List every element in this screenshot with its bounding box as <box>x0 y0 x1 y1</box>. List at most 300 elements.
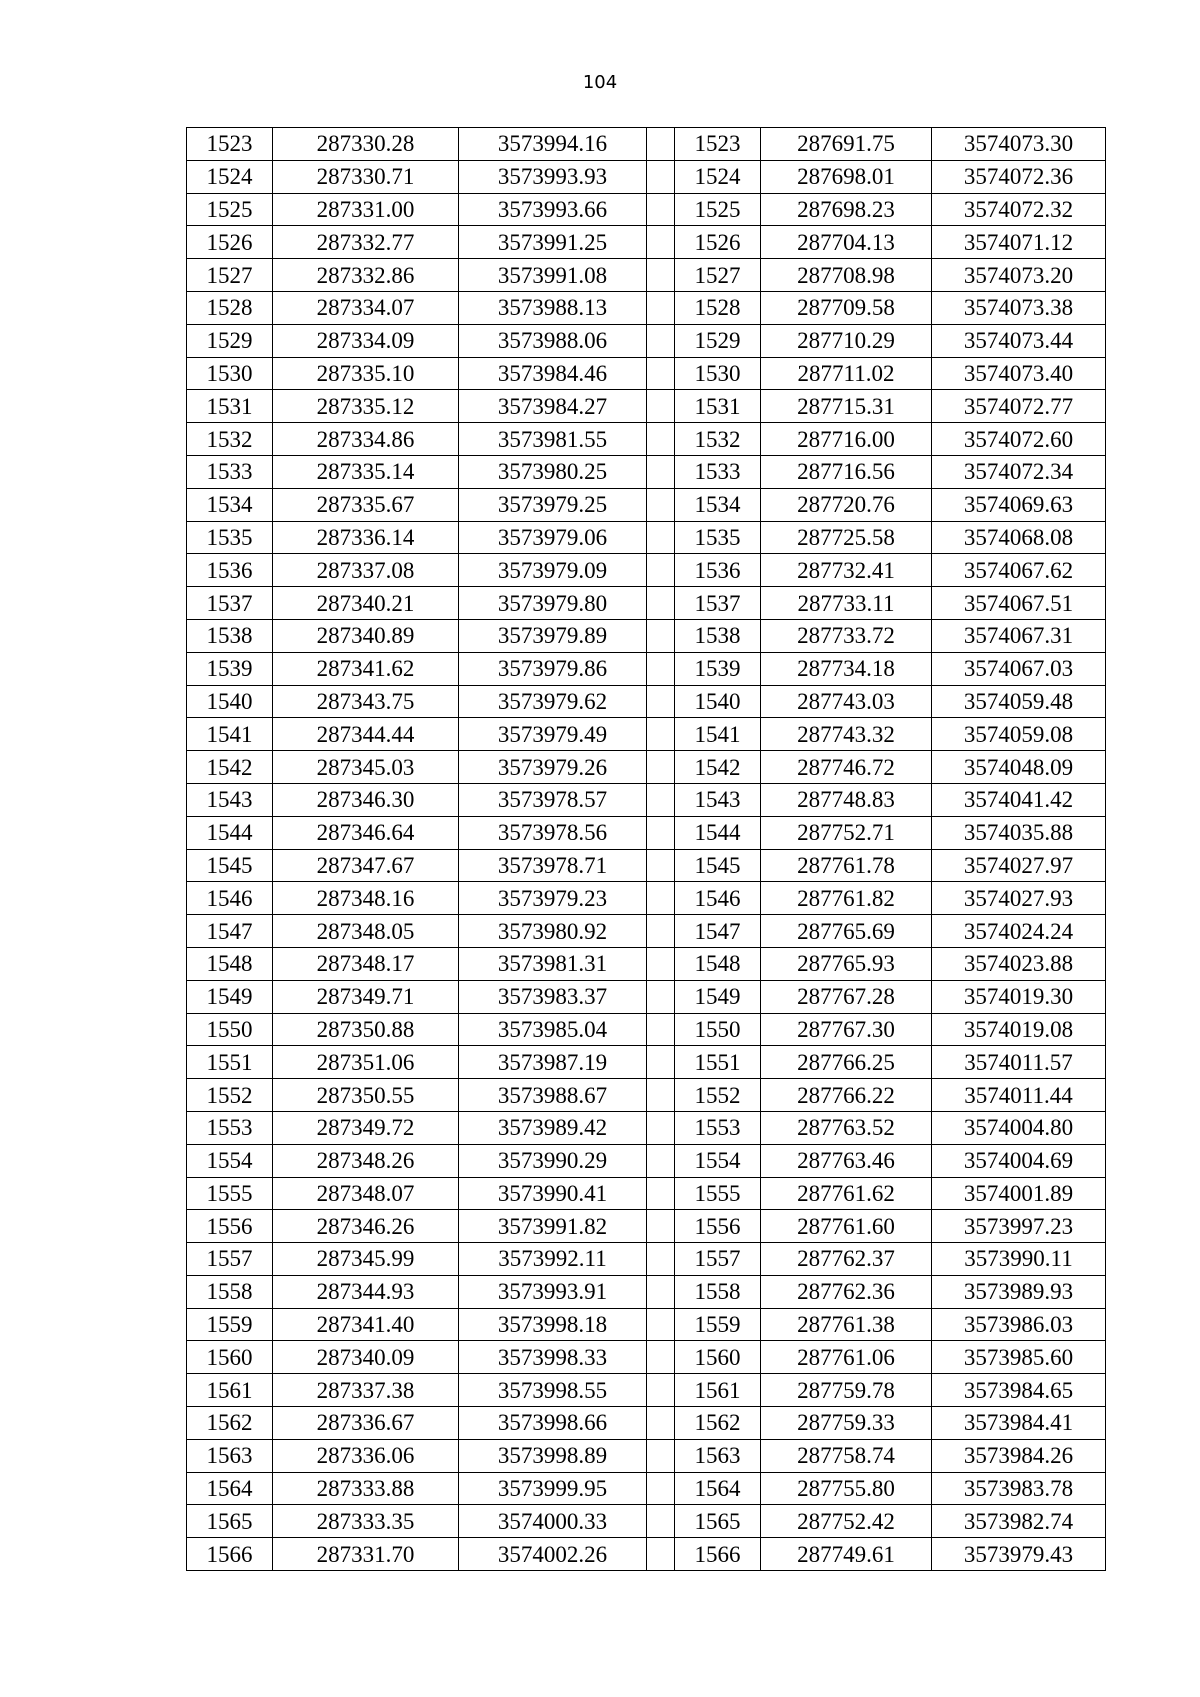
x-coordinate-cell: 287332.77 <box>273 226 459 259</box>
y-coordinate-cell: 3573998.18 <box>459 1308 647 1341</box>
x-coordinate-cell: 287335.10 <box>273 357 459 390</box>
point-id-cell: 1537 <box>675 587 761 620</box>
x-coordinate-cell: 287763.46 <box>761 1144 932 1177</box>
point-id-cell: 1545 <box>187 849 273 882</box>
separator-cell <box>647 882 675 915</box>
separator-cell <box>647 849 675 882</box>
x-coordinate-cell: 287765.69 <box>761 915 932 948</box>
separator-cell <box>647 193 675 226</box>
table-row <box>187 1341 1106 1374</box>
x-coordinate-cell: 287767.28 <box>761 980 932 1013</box>
separator-cell <box>647 357 675 390</box>
table-row <box>187 226 1106 259</box>
y-coordinate-cell: 3573979.49 <box>459 718 647 751</box>
x-coordinate-cell: 287761.60 <box>761 1210 932 1243</box>
x-coordinate-cell: 287335.12 <box>273 390 459 423</box>
separator-cell <box>647 291 675 324</box>
x-coordinate-cell: 287759.78 <box>761 1374 932 1407</box>
separator-cell <box>647 521 675 554</box>
x-coordinate-cell: 287330.71 <box>273 160 459 193</box>
separator-cell <box>647 1243 675 1276</box>
y-coordinate-cell: 3573979.62 <box>459 685 647 718</box>
table-row <box>187 685 1106 718</box>
y-coordinate-cell: 3573992.11 <box>459 1243 647 1276</box>
y-coordinate-cell: 3573979.09 <box>459 554 647 587</box>
separator-cell <box>647 128 675 161</box>
y-coordinate-cell: 3573979.25 <box>459 488 647 521</box>
point-id-cell: 1549 <box>675 980 761 1013</box>
separator-cell <box>647 587 675 620</box>
point-id-cell: 1527 <box>675 259 761 292</box>
separator-cell <box>647 685 675 718</box>
x-coordinate-cell: 287716.56 <box>761 455 932 488</box>
point-id-cell: 1561 <box>187 1374 273 1407</box>
x-coordinate-cell: 287732.41 <box>761 554 932 587</box>
table-row <box>187 751 1106 784</box>
separator-cell <box>647 816 675 849</box>
y-coordinate-cell: 3574072.32 <box>932 193 1106 226</box>
point-id-cell: 1562 <box>675 1407 761 1440</box>
separator-cell <box>647 980 675 1013</box>
y-coordinate-cell: 3574071.12 <box>932 226 1106 259</box>
point-id-cell: 1529 <box>675 324 761 357</box>
x-coordinate-cell: 287336.06 <box>273 1439 459 1472</box>
y-coordinate-cell: 3574072.34 <box>932 455 1106 488</box>
y-coordinate-cell: 3573999.95 <box>459 1472 647 1505</box>
y-coordinate-cell: 3573990.11 <box>932 1243 1106 1276</box>
y-coordinate-cell: 3573998.89 <box>459 1439 647 1472</box>
x-coordinate-cell: 287335.67 <box>273 488 459 521</box>
y-coordinate-cell: 3574000.33 <box>459 1505 647 1538</box>
y-coordinate-cell: 3574073.44 <box>932 324 1106 357</box>
point-id-cell: 1531 <box>187 390 273 423</box>
x-coordinate-cell: 287330.28 <box>273 128 459 161</box>
point-id-cell: 1555 <box>187 1177 273 1210</box>
y-coordinate-cell: 3574069.63 <box>932 488 1106 521</box>
separator-cell <box>647 1275 675 1308</box>
x-coordinate-cell: 287698.01 <box>761 160 932 193</box>
table-row <box>187 1439 1106 1472</box>
separator-cell <box>647 1505 675 1538</box>
point-id-cell: 1545 <box>675 849 761 882</box>
point-id-cell: 1549 <box>187 980 273 1013</box>
table-row <box>187 1407 1106 1440</box>
x-coordinate-cell: 287698.23 <box>761 193 932 226</box>
point-id-cell: 1557 <box>187 1243 273 1276</box>
x-coordinate-cell: 287351.06 <box>273 1046 459 1079</box>
point-id-cell: 1560 <box>187 1341 273 1374</box>
x-coordinate-cell: 287337.08 <box>273 554 459 587</box>
x-coordinate-cell: 287749.61 <box>761 1538 932 1571</box>
point-id-cell: 1560 <box>675 1341 761 1374</box>
x-coordinate-cell: 287331.70 <box>273 1538 459 1571</box>
x-coordinate-cell: 287762.36 <box>761 1275 932 1308</box>
x-coordinate-cell: 287345.99 <box>273 1243 459 1276</box>
x-coordinate-cell: 287761.62 <box>761 1177 932 1210</box>
point-id-cell: 1539 <box>675 652 761 685</box>
point-id-cell: 1565 <box>187 1505 273 1538</box>
point-id-cell: 1526 <box>675 226 761 259</box>
x-coordinate-cell: 287759.33 <box>761 1407 932 1440</box>
separator-cell <box>647 1538 675 1571</box>
y-coordinate-cell: 3573993.91 <box>459 1275 647 1308</box>
table-row <box>187 849 1106 882</box>
separator-cell <box>647 1144 675 1177</box>
point-id-cell: 1535 <box>187 521 273 554</box>
y-coordinate-cell: 3574004.69 <box>932 1144 1106 1177</box>
point-id-cell: 1523 <box>675 128 761 161</box>
point-id-cell: 1550 <box>187 1013 273 1046</box>
x-coordinate-cell: 287344.44 <box>273 718 459 751</box>
table-row <box>187 554 1106 587</box>
point-id-cell: 1566 <box>675 1538 761 1571</box>
x-coordinate-cell: 287348.07 <box>273 1177 459 1210</box>
x-coordinate-cell: 287748.83 <box>761 783 932 816</box>
x-coordinate-cell: 287341.62 <box>273 652 459 685</box>
x-coordinate-cell: 287345.03 <box>273 751 459 784</box>
table-row <box>187 521 1106 554</box>
point-id-cell: 1554 <box>675 1144 761 1177</box>
y-coordinate-cell: 3573979.80 <box>459 587 647 620</box>
coordinates-table <box>186 127 1106 1571</box>
y-coordinate-cell: 3573978.56 <box>459 816 647 849</box>
table-row <box>187 652 1106 685</box>
x-coordinate-cell: 287758.74 <box>761 1439 932 1472</box>
y-coordinate-cell: 3573979.86 <box>459 652 647 685</box>
table-row <box>187 291 1106 324</box>
y-coordinate-cell: 3574072.36 <box>932 160 1106 193</box>
table-row <box>187 1538 1106 1571</box>
point-id-cell: 1553 <box>675 1111 761 1144</box>
y-coordinate-cell: 3574059.08 <box>932 718 1106 751</box>
point-id-cell: 1535 <box>675 521 761 554</box>
point-id-cell: 1532 <box>675 423 761 456</box>
y-coordinate-cell: 3573997.23 <box>932 1210 1106 1243</box>
point-id-cell: 1561 <box>675 1374 761 1407</box>
x-coordinate-cell: 287346.64 <box>273 816 459 849</box>
x-coordinate-cell: 287691.75 <box>761 128 932 161</box>
x-coordinate-cell: 287767.30 <box>761 1013 932 1046</box>
x-coordinate-cell: 287348.17 <box>273 947 459 980</box>
y-coordinate-cell: 3573990.41 <box>459 1177 647 1210</box>
table-row <box>187 193 1106 226</box>
y-coordinate-cell: 3573984.46 <box>459 357 647 390</box>
separator-cell <box>647 751 675 784</box>
y-coordinate-cell: 3573980.92 <box>459 915 647 948</box>
y-coordinate-cell: 3574073.38 <box>932 291 1106 324</box>
point-id-cell: 1523 <box>187 128 273 161</box>
table-row <box>187 1013 1106 1046</box>
point-id-cell: 1542 <box>187 751 273 784</box>
separator-cell <box>647 652 675 685</box>
point-id-cell: 1542 <box>675 751 761 784</box>
point-id-cell: 1563 <box>187 1439 273 1472</box>
point-id-cell: 1529 <box>187 324 273 357</box>
y-coordinate-cell: 3573979.26 <box>459 751 647 784</box>
y-coordinate-cell: 3574073.30 <box>932 128 1106 161</box>
point-id-cell: 1537 <box>187 587 273 620</box>
separator-cell <box>647 1177 675 1210</box>
x-coordinate-cell: 287761.82 <box>761 882 932 915</box>
y-coordinate-cell: 3574004.80 <box>932 1111 1106 1144</box>
x-coordinate-cell: 287733.72 <box>761 619 932 652</box>
y-coordinate-cell: 3573998.66 <box>459 1407 647 1440</box>
table-row <box>187 1275 1106 1308</box>
separator-cell <box>647 1210 675 1243</box>
point-id-cell: 1552 <box>187 1079 273 1112</box>
point-id-cell: 1558 <box>675 1275 761 1308</box>
table-row <box>187 455 1106 488</box>
x-coordinate-cell: 287710.29 <box>761 324 932 357</box>
point-id-cell: 1544 <box>675 816 761 849</box>
x-coordinate-cell: 287766.25 <box>761 1046 932 1079</box>
table-row <box>187 390 1106 423</box>
separator-cell <box>647 1407 675 1440</box>
point-id-cell: 1538 <box>187 619 273 652</box>
point-id-cell: 1550 <box>675 1013 761 1046</box>
y-coordinate-cell: 3574019.30 <box>932 980 1106 1013</box>
y-coordinate-cell: 3573979.89 <box>459 619 647 652</box>
y-coordinate-cell: 3573980.25 <box>459 455 647 488</box>
y-coordinate-cell: 3573998.55 <box>459 1374 647 1407</box>
y-coordinate-cell: 3574072.60 <box>932 423 1106 456</box>
x-coordinate-cell: 287752.42 <box>761 1505 932 1538</box>
y-coordinate-cell: 3574011.44 <box>932 1079 1106 1112</box>
separator-cell <box>647 390 675 423</box>
x-coordinate-cell: 287725.58 <box>761 521 932 554</box>
y-coordinate-cell: 3573988.67 <box>459 1079 647 1112</box>
table-body <box>187 128 1106 1571</box>
separator-cell <box>647 1439 675 1472</box>
x-coordinate-cell: 287715.31 <box>761 390 932 423</box>
y-coordinate-cell: 3573979.23 <box>459 882 647 915</box>
point-id-cell: 1524 <box>675 160 761 193</box>
point-id-cell: 1543 <box>675 783 761 816</box>
point-id-cell: 1527 <box>187 259 273 292</box>
separator-cell <box>647 783 675 816</box>
point-id-cell: 1544 <box>187 816 273 849</box>
table-row <box>187 324 1106 357</box>
y-coordinate-cell: 3574073.20 <box>932 259 1106 292</box>
x-coordinate-cell: 287341.40 <box>273 1308 459 1341</box>
point-id-cell: 1563 <box>675 1439 761 1472</box>
x-coordinate-cell: 287752.71 <box>761 816 932 849</box>
y-coordinate-cell: 3574048.09 <box>932 751 1106 784</box>
y-coordinate-cell: 3573993.93 <box>459 160 647 193</box>
point-id-cell: 1526 <box>187 226 273 259</box>
table-row <box>187 423 1106 456</box>
x-coordinate-cell: 287716.00 <box>761 423 932 456</box>
table-row <box>187 160 1106 193</box>
y-coordinate-cell: 3574073.40 <box>932 357 1106 390</box>
y-coordinate-cell: 3574067.31 <box>932 619 1106 652</box>
table-row <box>187 619 1106 652</box>
point-id-cell: 1534 <box>187 488 273 521</box>
x-coordinate-cell: 287333.88 <box>273 1472 459 1505</box>
point-id-cell: 1566 <box>187 1538 273 1571</box>
y-coordinate-cell: 3573990.29 <box>459 1144 647 1177</box>
y-coordinate-cell: 3574002.26 <box>459 1538 647 1571</box>
point-id-cell: 1543 <box>187 783 273 816</box>
x-coordinate-cell: 287348.16 <box>273 882 459 915</box>
table-row <box>187 1308 1106 1341</box>
table-row <box>187 1505 1106 1538</box>
y-coordinate-cell: 3573979.06 <box>459 521 647 554</box>
table-row <box>187 1472 1106 1505</box>
point-id-cell: 1546 <box>187 882 273 915</box>
y-coordinate-cell: 3573991.08 <box>459 259 647 292</box>
point-id-cell: 1564 <box>187 1472 273 1505</box>
y-coordinate-cell: 3573978.57 <box>459 783 647 816</box>
x-coordinate-cell: 287346.30 <box>273 783 459 816</box>
y-coordinate-cell: 3573989.93 <box>932 1275 1106 1308</box>
x-coordinate-cell: 287348.05 <box>273 915 459 948</box>
x-coordinate-cell: 287766.22 <box>761 1079 932 1112</box>
separator-cell <box>647 160 675 193</box>
table-row <box>187 488 1106 521</box>
x-coordinate-cell: 287708.98 <box>761 259 932 292</box>
y-coordinate-cell: 3573983.37 <box>459 980 647 1013</box>
x-coordinate-cell: 287709.58 <box>761 291 932 324</box>
point-id-cell: 1536 <box>675 554 761 587</box>
separator-cell <box>647 1341 675 1374</box>
separator-cell <box>647 455 675 488</box>
separator-cell <box>647 1374 675 1407</box>
separator-cell <box>647 1079 675 1112</box>
point-id-cell: 1525 <box>187 193 273 226</box>
point-id-cell: 1541 <box>675 718 761 751</box>
x-coordinate-cell: 287340.89 <box>273 619 459 652</box>
x-coordinate-cell: 287334.09 <box>273 324 459 357</box>
separator-cell <box>647 915 675 948</box>
y-coordinate-cell: 3573981.31 <box>459 947 647 980</box>
x-coordinate-cell: 287765.93 <box>761 947 932 980</box>
point-id-cell: 1531 <box>675 390 761 423</box>
y-coordinate-cell: 3573989.42 <box>459 1111 647 1144</box>
y-coordinate-cell: 3573991.25 <box>459 226 647 259</box>
y-coordinate-cell: 3573988.06 <box>459 324 647 357</box>
y-coordinate-cell: 3573994.16 <box>459 128 647 161</box>
point-id-cell: 1565 <box>675 1505 761 1538</box>
table-row <box>187 128 1106 161</box>
separator-cell <box>647 1472 675 1505</box>
point-id-cell: 1559 <box>187 1308 273 1341</box>
separator-cell <box>647 947 675 980</box>
y-coordinate-cell: 3573984.27 <box>459 390 647 423</box>
point-id-cell: 1546 <box>675 882 761 915</box>
point-id-cell: 1553 <box>187 1111 273 1144</box>
point-id-cell: 1551 <box>675 1046 761 1079</box>
y-coordinate-cell: 3573991.82 <box>459 1210 647 1243</box>
x-coordinate-cell: 287733.11 <box>761 587 932 620</box>
x-coordinate-cell: 287333.35 <box>273 1505 459 1538</box>
y-coordinate-cell: 3573984.26 <box>932 1439 1106 1472</box>
x-coordinate-cell: 287349.72 <box>273 1111 459 1144</box>
x-coordinate-cell: 287743.03 <box>761 685 932 718</box>
x-coordinate-cell: 287348.26 <box>273 1144 459 1177</box>
table-row <box>187 1243 1106 1276</box>
x-coordinate-cell: 287336.14 <box>273 521 459 554</box>
point-id-cell: 1528 <box>675 291 761 324</box>
table-row <box>187 1111 1106 1144</box>
point-id-cell: 1524 <box>187 160 273 193</box>
x-coordinate-cell: 287720.76 <box>761 488 932 521</box>
x-coordinate-cell: 287331.00 <box>273 193 459 226</box>
separator-cell <box>647 423 675 456</box>
y-coordinate-cell: 3574027.97 <box>932 849 1106 882</box>
y-coordinate-cell: 3573993.66 <box>459 193 647 226</box>
point-id-cell: 1559 <box>675 1308 761 1341</box>
table-row <box>187 357 1106 390</box>
x-coordinate-cell: 287344.93 <box>273 1275 459 1308</box>
point-id-cell: 1547 <box>675 915 761 948</box>
point-id-cell: 1540 <box>675 685 761 718</box>
point-id-cell: 1532 <box>187 423 273 456</box>
table-row <box>187 816 1106 849</box>
point-id-cell: 1533 <box>675 455 761 488</box>
table-row <box>187 980 1106 1013</box>
x-coordinate-cell: 287704.13 <box>761 226 932 259</box>
table-row <box>187 259 1106 292</box>
x-coordinate-cell: 287336.67 <box>273 1407 459 1440</box>
x-coordinate-cell: 287350.55 <box>273 1079 459 1112</box>
separator-cell <box>647 488 675 521</box>
x-coordinate-cell: 287350.88 <box>273 1013 459 1046</box>
page-number: 104 <box>582 72 618 93</box>
x-coordinate-cell: 287761.06 <box>761 1341 932 1374</box>
y-coordinate-cell: 3573983.78 <box>932 1472 1106 1505</box>
y-coordinate-cell: 3574072.77 <box>932 390 1106 423</box>
y-coordinate-cell: 3573998.33 <box>459 1341 647 1374</box>
x-coordinate-cell: 287340.21 <box>273 587 459 620</box>
point-id-cell: 1558 <box>187 1275 273 1308</box>
x-coordinate-cell: 287734.18 <box>761 652 932 685</box>
point-id-cell: 1536 <box>187 554 273 587</box>
point-id-cell: 1533 <box>187 455 273 488</box>
point-id-cell: 1554 <box>187 1144 273 1177</box>
y-coordinate-cell: 3573981.55 <box>459 423 647 456</box>
x-coordinate-cell: 287337.38 <box>273 1374 459 1407</box>
point-id-cell: 1562 <box>187 1407 273 1440</box>
x-coordinate-cell: 287332.86 <box>273 259 459 292</box>
y-coordinate-cell: 3574067.51 <box>932 587 1106 620</box>
point-id-cell: 1557 <box>675 1243 761 1276</box>
point-id-cell: 1552 <box>675 1079 761 1112</box>
y-coordinate-cell: 3574011.57 <box>932 1046 1106 1079</box>
x-coordinate-cell: 287340.09 <box>273 1341 459 1374</box>
separator-cell <box>647 259 675 292</box>
table-row <box>187 1046 1106 1079</box>
table-row <box>187 718 1106 751</box>
y-coordinate-cell: 3573985.04 <box>459 1013 647 1046</box>
x-coordinate-cell: 287755.80 <box>761 1472 932 1505</box>
separator-cell <box>647 226 675 259</box>
table-row <box>187 915 1106 948</box>
point-id-cell: 1551 <box>187 1046 273 1079</box>
y-coordinate-cell: 3574027.93 <box>932 882 1106 915</box>
y-coordinate-cell: 3574068.08 <box>932 521 1106 554</box>
separator-cell <box>647 554 675 587</box>
point-id-cell: 1525 <box>675 193 761 226</box>
table-row <box>187 1177 1106 1210</box>
point-id-cell: 1530 <box>675 357 761 390</box>
table-row <box>187 587 1106 620</box>
separator-cell <box>647 1111 675 1144</box>
point-id-cell: 1556 <box>187 1210 273 1243</box>
y-coordinate-cell: 3573986.03 <box>932 1308 1106 1341</box>
x-coordinate-cell: 287343.75 <box>273 685 459 718</box>
x-coordinate-cell: 287763.52 <box>761 1111 932 1144</box>
